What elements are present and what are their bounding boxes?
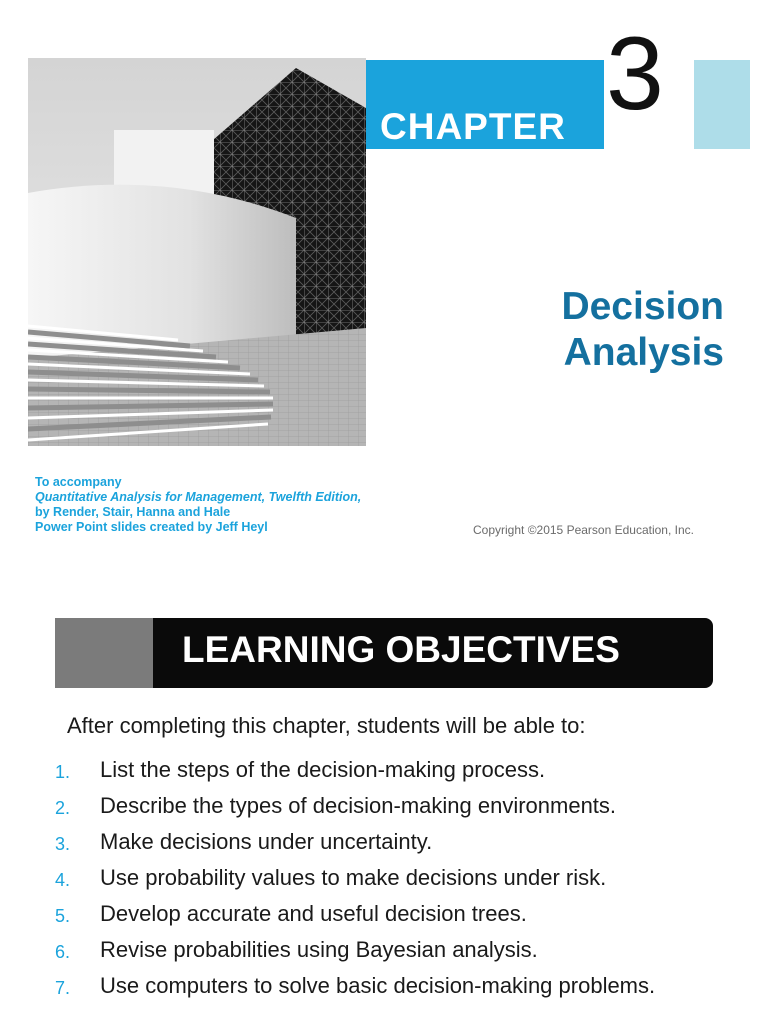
objective-item: [55, 757, 745, 785]
chapter-title: [480, 284, 724, 376]
objective-text: Use computers to solve basic decision-making problems.: [100, 973, 656, 998]
objectives-intro: After completing this chapter, students will be able to:: [67, 713, 586, 738]
objective-text: Use probability values to make decisions under risk.: [100, 865, 607, 890]
chapter-number: 3: [606, 16, 664, 132]
objective-number: 4.: [55, 870, 71, 890]
objective-item: [55, 865, 745, 893]
building-photo: [28, 58, 366, 446]
accompany-line-1: To accompany: [35, 475, 122, 489]
objective-number: 2.: [55, 798, 71, 818]
chapter-title-line-2: Analysis: [563, 331, 724, 374]
objective-text: List the steps of the decision-making process.: [100, 757, 546, 782]
chapter-label: CHAPTER: [380, 106, 566, 147]
slides-credit: Power Point slides created by Jeff Heyl: [35, 520, 268, 534]
objective-text: Make decisions under uncertainty.: [100, 829, 433, 854]
objective-number: 6.: [55, 942, 71, 962]
objectives-heading: LEARNING OBJECTIVES: [182, 629, 620, 670]
objective-number: 7.: [55, 978, 71, 998]
objective-number: 1.: [55, 762, 71, 782]
objective-item: [55, 793, 745, 821]
objectives-list: [55, 757, 745, 1009]
objective-item: [55, 829, 745, 857]
authors-line: by Render, Stair, Hanna and Hale: [35, 505, 231, 519]
chapter-title-line-1: Decision: [561, 285, 724, 328]
header-accent-block: [55, 618, 153, 688]
objective-number: 5.: [55, 906, 71, 926]
book-title: Quantitative Analysis for Management, Twelfth Edition,: [35, 490, 362, 504]
accompany-note: [35, 475, 361, 535]
objective-number: 3.: [55, 834, 71, 854]
objective-item: [55, 973, 745, 1001]
objective-item: [55, 937, 745, 965]
objective-text: Describe the types of decision-making environments.: [100, 793, 617, 818]
objective-text: Develop accurate and useful decision trees.: [100, 901, 527, 926]
objective-text: Revise probabilities using Bayesian analysis.: [100, 937, 538, 962]
objective-item: [55, 901, 745, 929]
copyright-notice: Copyright ©2015 Pearson Education, Inc.: [473, 523, 694, 537]
